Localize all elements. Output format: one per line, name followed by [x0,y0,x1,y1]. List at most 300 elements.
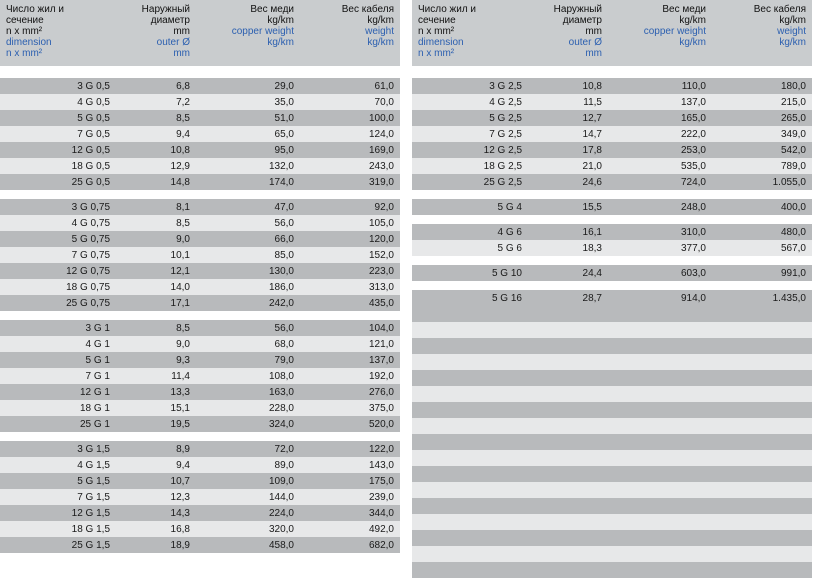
cell-outer-diameter: 14,0 [116,279,196,295]
cell-outer-diameter: 6,8 [116,78,196,94]
cell-copper-weight: 56,0 [196,215,300,231]
cell-copper-weight: 222,0 [608,126,712,142]
spacer-cell [0,190,116,199]
header-cell-dimension [0,0,116,66]
table-row[interactable] [0,400,400,416]
cell-outer-diameter: 9,0 [116,231,196,247]
cell-cable-weight: 92,0 [300,199,400,215]
cell-dimension: 4 G 1 [0,336,116,352]
spacer-cell [712,215,812,224]
spacer-cell [712,466,812,482]
cell-copper-weight: 132,0 [196,158,300,174]
cell-outer-diameter: 12,7 [528,110,608,126]
cell-outer-diameter: 12,9 [116,158,196,174]
cable-table-left [0,0,400,553]
group-gap-row [412,215,812,224]
cell-cable-weight: 375,0 [300,400,400,416]
cell-outer-diameter: 9,3 [116,352,196,368]
table-row[interactable] [412,240,812,256]
header-ru-line2: сечение [418,15,456,26]
spacer-cell [608,306,712,322]
table-row[interactable] [0,489,400,505]
cell-cable-weight: 400,0 [712,199,812,215]
cell-dimension: 25 G 0,5 [0,174,116,190]
table-row[interactable] [0,279,400,295]
cell-cable-weight: 104,0 [300,320,400,336]
cell-cable-weight: 105,0 [300,215,400,231]
spacer-cell [528,190,608,199]
cell-cable-weight: 143,0 [300,457,400,473]
cell-dimension: 5 G 16 [412,290,528,306]
cell-outer-diameter: 8,5 [116,215,196,231]
spacer-cell [712,370,812,386]
spacer-cell [608,370,712,386]
header-ru-line2: сечение [6,15,44,26]
group-gap-row [412,256,812,265]
table-row[interactable] [412,94,812,110]
cell-outer-diameter: 19,5 [116,416,196,432]
spacer-cell [412,322,528,338]
cell-dimension: 5 G 4 [412,199,528,215]
cell-dimension: 25 G 0,75 [0,295,116,311]
cell-dimension: 5 G 10 [412,265,528,281]
cell-dimension: 12 G 1,5 [0,505,116,521]
table-row[interactable] [412,142,812,158]
spacer-cell [712,402,812,418]
header-en-line1: weight [365,26,394,37]
spacer-cell [0,432,116,441]
header-cell-cable-weight [712,0,812,66]
cell-cable-weight: 61,0 [300,78,400,94]
table-row[interactable] [0,158,400,174]
header-spacer-row [412,66,812,78]
cell-copper-weight: 72,0 [196,441,300,457]
spacer-cell [528,281,608,290]
cell-cable-weight: 239,0 [300,489,400,505]
spacer-cell [528,370,608,386]
header-ru-line2: kg/km [367,15,394,26]
cell-dimension: 7 G 0,75 [0,247,116,263]
cell-outer-diameter: 8,5 [116,320,196,336]
table-row[interactable] [412,158,812,174]
header-cell-outer-diameter [116,0,196,66]
spacer-cell [412,215,528,224]
table-row[interactable] [0,505,400,521]
cell-copper-weight: 51,0 [196,110,300,126]
table-row[interactable] [0,320,400,336]
header-en-line2: kg/km [779,37,806,48]
table-row[interactable] [0,457,400,473]
empty-row [412,466,812,482]
table-row[interactable] [0,199,400,215]
spacer-cell [412,190,528,199]
cell-outer-diameter: 15,5 [528,199,608,215]
header-cell-dimension [412,0,528,66]
spacer-cell [712,546,812,562]
spacer-cell [712,418,812,434]
spacer-cell [412,370,528,386]
cell-cable-weight: 1.055,0 [712,174,812,190]
cell-copper-weight: 47,0 [196,199,300,215]
spacer-cell [116,311,196,320]
spacer-cell [712,66,812,78]
empty-row [412,530,812,546]
table-row[interactable] [412,126,812,142]
header-en-line1: weight [777,26,806,37]
cell-copper-weight: 186,0 [196,279,300,295]
empty-row [412,434,812,450]
cell-copper-weight: 65,0 [196,126,300,142]
cell-cable-weight: 349,0 [712,126,812,142]
spacer-cell [412,482,528,498]
right-table-block [412,0,812,584]
cell-copper-weight: 35,0 [196,94,300,110]
header-en-line2: kg/km [367,37,394,48]
cell-outer-diameter: 12,1 [116,263,196,279]
group-gap-row [0,311,400,320]
spacer-cell [528,450,608,466]
cell-outer-diameter: 14,8 [116,174,196,190]
cell-dimension: 4 G 0,75 [0,215,116,231]
table-row[interactable] [412,224,812,240]
cell-dimension: 7 G 0,5 [0,126,116,142]
spacer-cell [528,514,608,530]
cell-copper-weight: 110,0 [608,78,712,94]
cell-dimension: 3 G 0,75 [0,199,116,215]
table-row[interactable] [0,174,400,190]
header-ru-line2: kg/km [779,15,806,26]
table-row[interactable] [0,263,400,279]
cell-cable-weight: 70,0 [300,94,400,110]
cell-copper-weight: 324,0 [196,416,300,432]
header-ru-line1: Наружный [553,4,602,15]
spacer-cell [196,190,300,199]
cell-cable-weight: 265,0 [712,110,812,126]
spacer-cell [300,311,400,320]
cell-cable-weight: 1.435,0 [712,290,812,306]
header-ru-line3: n x mm² [418,26,455,37]
table-row[interactable] [0,94,400,110]
spacer-cell [712,450,812,466]
cell-outer-diameter: 24,4 [528,265,608,281]
empty-row [412,482,812,498]
spacer-cell [528,354,608,370]
cell-cable-weight: 520,0 [300,416,400,432]
spacer-cell [608,482,712,498]
table-row[interactable] [412,110,812,126]
spacer-cell [196,432,300,441]
cell-outer-diameter: 13,3 [116,384,196,400]
header-en-line2: kg/km [679,37,706,48]
cell-outer-diameter: 10,8 [116,142,196,158]
cell-cable-weight: 789,0 [712,158,812,174]
header-ru-line2: kg/km [679,15,706,26]
cell-outer-diameter: 17,1 [116,295,196,311]
empty-row [412,514,812,530]
cell-copper-weight: 724,0 [608,174,712,190]
cell-copper-weight: 79,0 [196,352,300,368]
cell-dimension: 3 G 1,5 [0,441,116,457]
spacer-cell [712,338,812,354]
table-row[interactable] [0,215,400,231]
group-gap-row [0,432,400,441]
cell-cable-weight: 492,0 [300,521,400,537]
spacer-cell [608,418,712,434]
cell-dimension: 12 G 1 [0,384,116,400]
table-row[interactable] [412,174,812,190]
cell-cable-weight: 319,0 [300,174,400,190]
cell-dimension: 12 G 0,5 [0,142,116,158]
table-row[interactable] [412,290,812,306]
cell-cable-weight: 435,0 [300,295,400,311]
header-en-line1: outer Ø [568,37,602,48]
spacer-cell [116,66,196,78]
cell-outer-diameter: 12,3 [116,489,196,505]
spacer-cell [608,546,712,562]
cell-outer-diameter: 24,6 [528,174,608,190]
cell-outer-diameter: 16,1 [528,224,608,240]
table-row[interactable] [0,521,400,537]
cell-outer-diameter: 10,7 [116,473,196,489]
empty-row [412,354,812,370]
table-row[interactable] [0,231,400,247]
header-ru-line1: Наружный [141,4,190,15]
spacer-cell [608,450,712,466]
cell-dimension: 4 G 2,5 [412,94,528,110]
spacer-cell [712,386,812,402]
cell-dimension: 5 G 1,5 [0,473,116,489]
spacer-cell [528,322,608,338]
table-body-right [412,66,812,578]
cell-cable-weight: 120,0 [300,231,400,247]
table-row[interactable] [0,537,400,553]
cell-cable-weight: 192,0 [300,368,400,384]
spacer-cell [608,66,712,78]
cell-copper-weight: 109,0 [196,473,300,489]
header-en-line2: n x mm² [6,48,43,59]
cell-outer-diameter: 7,2 [116,94,196,110]
spacer-cell [412,66,528,78]
cell-outer-diameter: 18,9 [116,537,196,553]
spacer-cell [412,498,528,514]
left-table-block [0,0,400,584]
spacer-cell [712,482,812,498]
spacer-cell [412,386,528,402]
header-row [412,0,812,66]
empty-row [412,386,812,402]
spacer-cell [608,338,712,354]
table-row[interactable] [0,295,400,311]
header-cell-cable-weight [300,0,400,66]
cell-dimension: 5 G 6 [412,240,528,256]
empty-row [412,562,812,578]
cell-outer-diameter: 21,0 [528,158,608,174]
cell-copper-weight: 248,0 [608,199,712,215]
group-gap-row [412,281,812,290]
spacer-cell [608,402,712,418]
spacer-cell [196,311,300,320]
header-ru-line3: mm [173,26,190,37]
header-cell-outer-diameter [528,0,608,66]
cell-dimension: 7 G 2,5 [412,126,528,142]
spacer-cell [412,562,528,578]
cell-cable-weight: 567,0 [712,240,812,256]
spacer-cell [116,432,196,441]
table-row[interactable] [0,384,400,400]
cell-dimension: 7 G 1 [0,368,116,384]
header-en-line2: mm [585,48,602,59]
cell-cable-weight: 175,0 [300,473,400,489]
header-ru-line2: kg/km [267,15,294,26]
cell-cable-weight: 991,0 [712,265,812,281]
table-header-left [0,0,400,66]
table-header-right [412,0,812,66]
spacer-cell [528,338,608,354]
spacer-cell [608,562,712,578]
cell-copper-weight: 56,0 [196,320,300,336]
cell-copper-weight: 535,0 [608,158,712,174]
cell-copper-weight: 228,0 [196,400,300,416]
spacer-cell [608,190,712,199]
table-row[interactable] [0,110,400,126]
spacer-cell [412,306,528,322]
cell-dimension: 4 G 1,5 [0,457,116,473]
cell-dimension: 12 G 0,75 [0,263,116,279]
spacer-cell [528,215,608,224]
cell-copper-weight: 320,0 [196,521,300,537]
table-row[interactable] [0,352,400,368]
cell-cable-weight: 169,0 [300,142,400,158]
header-ru-line1: Число жил и [6,4,65,15]
cell-cable-weight: 152,0 [300,247,400,263]
spacer-cell [608,386,712,402]
cell-cable-weight: 122,0 [300,441,400,457]
spacer-cell [608,498,712,514]
cell-copper-weight: 603,0 [608,265,712,281]
cell-copper-weight: 163,0 [196,384,300,400]
cell-dimension: 4 G 6 [412,224,528,240]
cell-cable-weight: 215,0 [712,94,812,110]
header-ru-line1: Вес кабеля [753,4,806,15]
table-row[interactable] [0,336,400,352]
table-row[interactable] [412,78,812,94]
cell-outer-diameter: 10,8 [528,78,608,94]
spacer-cell [412,338,528,354]
cell-cable-weight: 682,0 [300,537,400,553]
spacer-cell [116,190,196,199]
cell-dimension: 7 G 1,5 [0,489,116,505]
cell-dimension: 25 G 2,5 [412,174,528,190]
cell-cable-weight: 276,0 [300,384,400,400]
spacer-cell [300,432,400,441]
header-en-line1: copper weight [231,26,294,37]
header-en-line1: dimension [418,37,464,48]
table-row[interactable] [0,473,400,489]
cell-dimension: 18 G 0,5 [0,158,116,174]
spacer-cell [712,498,812,514]
cell-outer-diameter: 8,1 [116,199,196,215]
cell-outer-diameter: 9,0 [116,336,196,352]
cell-cable-weight: 223,0 [300,263,400,279]
header-ru-line3: mm [585,26,602,37]
spacer-cell [528,530,608,546]
cell-outer-diameter: 14,3 [116,505,196,521]
table-row[interactable] [0,126,400,142]
cell-outer-diameter: 11,4 [116,368,196,384]
header-en-line1: outer Ø [156,37,190,48]
header-ru-line1: Число жил и [418,4,477,15]
spacer-cell [412,514,528,530]
spacer-cell [528,66,608,78]
spacer-cell [712,514,812,530]
spacer-cell [608,530,712,546]
table-row[interactable] [412,265,812,281]
header-ru-line3: n x mm² [6,26,43,37]
table-row[interactable] [0,247,400,263]
table-row[interactable] [412,199,812,215]
header-row [0,0,400,66]
spacer-cell [412,402,528,418]
table-row[interactable] [0,441,400,457]
header-en-line2: mm [173,48,190,59]
cell-copper-weight: 66,0 [196,231,300,247]
empty-row [412,402,812,418]
table-row[interactable] [0,78,400,94]
cell-outer-diameter: 11,5 [528,94,608,110]
header-ru-line1: Вес меди [662,4,706,15]
cell-dimension: 3 G 0,5 [0,78,116,94]
spacer-cell [712,434,812,450]
cell-copper-weight: 144,0 [196,489,300,505]
header-ru-line2: диаметр [562,15,602,26]
header-cell-copper-weight [608,0,712,66]
empty-row [412,370,812,386]
cell-cable-weight: 344,0 [300,505,400,521]
spacer-cell [712,322,812,338]
cell-outer-diameter: 9,4 [116,457,196,473]
spacer-cell [412,546,528,562]
empty-row [412,322,812,338]
header-ru-line1: Вес меди [250,4,294,15]
spacer-cell [196,66,300,78]
cell-copper-weight: 242,0 [196,295,300,311]
spacer-cell [528,466,608,482]
cell-cable-weight: 137,0 [300,352,400,368]
cell-copper-weight: 130,0 [196,263,300,279]
cell-copper-weight: 165,0 [608,110,712,126]
spacer-cell [608,322,712,338]
empty-row [412,418,812,434]
spacer-cell [412,450,528,466]
spacer-cell [528,434,608,450]
cell-outer-diameter: 17,8 [528,142,608,158]
spacer-cell [608,215,712,224]
cell-dimension: 18 G 1 [0,400,116,416]
cell-copper-weight: 914,0 [608,290,712,306]
cell-copper-weight: 224,0 [196,505,300,521]
table-row[interactable] [0,142,400,158]
spacer-cell [712,256,812,265]
spacer-cell [300,66,400,78]
spacer-cell [608,281,712,290]
cell-outer-diameter: 15,1 [116,400,196,416]
spacer-cell [712,354,812,370]
table-row[interactable] [0,368,400,384]
spacer-cell [412,418,528,434]
table-row[interactable] [0,416,400,432]
spacer-cell [608,514,712,530]
spacer-cell [0,311,116,320]
